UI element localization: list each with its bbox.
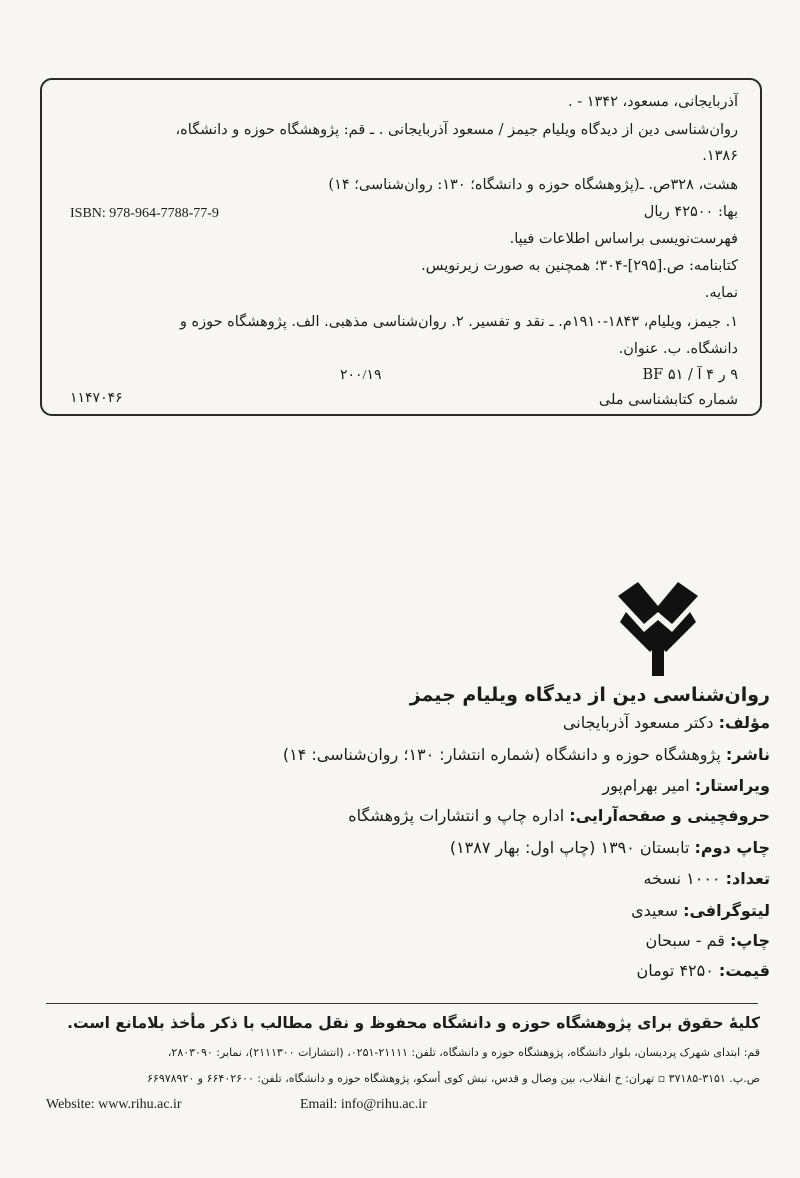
cip-line-year: ۱۳۸۶. xyxy=(702,148,738,164)
cip-line-classification: ۹ ر ۴ آ / ۵۱ BF xyxy=(642,367,738,383)
address-qom: قم: ابتدای شهرک پردیسان، بلوار دانشگاه، پژوهشگاه حوزه و دانشگاه، تلفن: ۲۱۱۱۱-۰۲۵۱، (انتشارات ۲۱۱۱۳۰۰)، نمابر: ۲۸۰۳۰۹۰، xyxy=(167,1046,760,1059)
editor-value: امیر بهرام‌پور xyxy=(602,776,695,795)
print-line xyxy=(645,931,770,950)
price-label: قیمت: xyxy=(718,961,770,980)
typeset-line xyxy=(348,806,770,825)
author-line xyxy=(563,713,770,732)
print-label: چاپ: xyxy=(729,931,770,950)
count-line xyxy=(643,869,770,888)
cip-line-bibliography: کتابنامه: ص.[۲۹۵]-۳۰۴؛ همچنین به صورت زیرنویس. xyxy=(421,258,738,274)
editor-line xyxy=(602,776,770,795)
cip-line-author: آذربایجانی، مسعود، ۱۳۴۲ - . xyxy=(568,94,738,110)
cip-line-index: نمایه. xyxy=(704,285,738,301)
cip-line-subjects: ۱. جیمز، ویلیام، ۱۸۴۳-۱۹۱۰م. ـ نقد و تفسیر. ۲. روان‌شناسی مذهبی. الف. پژوهشگاه حوزه و xyxy=(179,314,738,330)
cip-line-title: روان‌شناسی دین از دیدگاه ویلیام جیمز / مسعود آذربایجانی . ـ قم: پژوهشگاه حوزه و دانشگاه، xyxy=(175,122,738,138)
litho-line xyxy=(631,901,770,920)
footer-divider xyxy=(46,1003,758,1004)
edition-label: چاپ دوم: xyxy=(694,838,770,857)
cip-isbn: ISBN: 978-964-7788-77-9 xyxy=(70,206,219,221)
website-link[interactable]: Website: www.rihu.ac.ir xyxy=(46,1097,182,1112)
cip-line-subjects-cont: دانشگاه. ب. عنوان. xyxy=(618,341,738,357)
email-link[interactable]: Email: info@rihu.ac.ir xyxy=(300,1097,427,1112)
cip-line-price: بها: ۴۲۵۰۰ ریال xyxy=(643,204,738,220)
publisher-label: ناشر: xyxy=(725,745,770,764)
typeset-value: اداره چاپ و انتشارات پژوهشگاه xyxy=(348,806,570,825)
editor-label: ویراستار: xyxy=(694,776,770,795)
author-value: دکتر مسعود آذربایجانی xyxy=(562,713,719,732)
address-tehran: ص.پ. ۳۱۵۱-۳۷۱۸۵ ▫ تهران: خ انقلاب، بین وصال و قدس، نبش کوی أسکو، پژوهشگاه حوزه و دانشگاه، تلفن: ۶۶۴۰۲۶۰۰ و ۶۶۹۷۸۹۲۰ xyxy=(147,1072,760,1085)
cip-dewey: ۲۰۰/۱۹ xyxy=(340,368,382,383)
count-value: ۱۰۰۰ نسخه xyxy=(643,869,726,888)
edition-value: تابستان ۱۳۹۰ (چاپ اول: بهار ۱۳۸۷) xyxy=(449,838,695,857)
cip-national-number: ۱۱۴۷۰۴۶ xyxy=(70,391,123,406)
publisher-value: پژوهشگاه حوزه و دانشگاه (شماره انتشار: ۱۳۰؛ روان‌شناسی: ۱۴) xyxy=(282,745,726,764)
book-title: روان‌شناسی دین از دیدگاه ویلیام جیمز xyxy=(409,684,770,706)
cip-line-national: شماره کتابشناسی ملی xyxy=(598,392,738,408)
litho-value: سعیدی xyxy=(631,901,684,920)
author-label: مؤلف: xyxy=(718,713,770,732)
cip-line-pages: هشت، ۳۲۸ص. ـ(پژوهشگاه حوزه و دانشگاه؛ ۱۳۰: روان‌شناسی؛ ۱۴) xyxy=(328,177,738,193)
price-value: ۴۲۵۰ تومان xyxy=(636,961,719,980)
cip-box xyxy=(40,78,762,416)
publisher-line xyxy=(283,745,770,764)
count-label: تعداد: xyxy=(725,869,770,888)
copyright-notice: کلیهٔ حقوق برای پژوهشگاه حوزه و دانشگاه محفوظ و نقل مطالب با ذکر مأخذ بلامانع است. xyxy=(67,1014,760,1032)
cip-line-fipa: فهرست‌نویسی براساس اطلاعات فیپا. xyxy=(509,231,738,247)
rihu-logo-icon xyxy=(616,582,700,676)
print-value: قم - سبحان xyxy=(645,931,730,950)
edition-line xyxy=(450,838,770,857)
typeset-label: حروفچینی و صفحه‌آرایی: xyxy=(569,806,770,825)
price-line xyxy=(636,961,770,980)
litho-label: لیتوگرافی: xyxy=(683,901,770,920)
